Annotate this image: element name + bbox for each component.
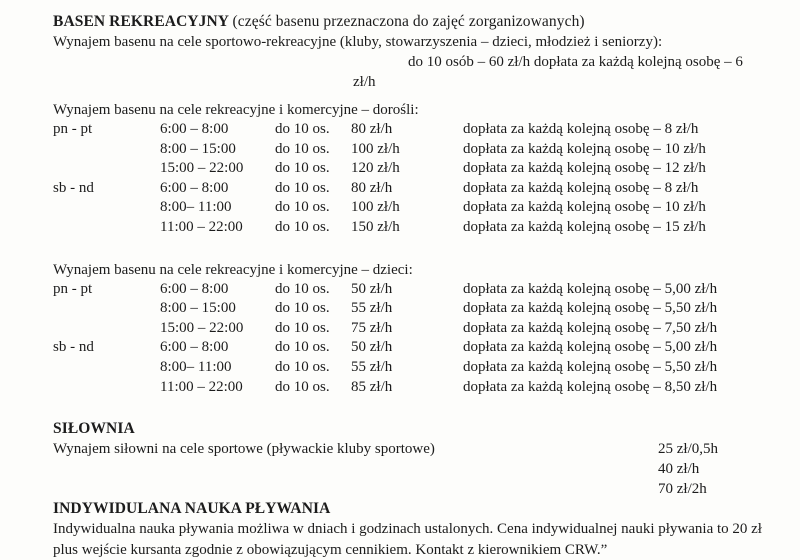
cell-capacity: do 10 os. <box>275 140 330 157</box>
cell-capacity: do 10 os. <box>275 160 330 177</box>
cell-days: pn - pt <box>53 280 93 297</box>
cell-surcharge: dopłata za każdą kolejną osobę – 15 zł/h <box>463 218 706 235</box>
pool-heading-note: (część basenu przeznaczona do zajęć zorganizowanych) <box>232 13 585 30</box>
cell-days <box>53 319 160 339</box>
pool-intro-text: Wynajem basenu na cele sportowo-rekreacyjne (kluby, stowarzyszenia – dzieci, młodzież i seniorzy): <box>53 34 663 50</box>
children-rate-table <box>53 280 788 398</box>
table-row <box>53 280 788 300</box>
cell-hours: 6:00 – 8:00 <box>160 121 229 137</box>
cell-days <box>53 198 160 218</box>
gym-price-item: 70 zł/2h <box>658 481 707 498</box>
table-row <box>53 218 788 238</box>
cell-days: sb - nd <box>53 179 94 196</box>
cell-capacity: do 10 os. <box>275 121 330 137</box>
cell-hours: 6:00 – 8:00 <box>160 280 229 297</box>
cell-price: 80 zł/h <box>351 121 393 137</box>
cell-capacity: do 10 os. <box>275 339 330 356</box>
adults-subheading: Wynajem basenu na cele rekreacyjne i komercyjne – dorośli: <box>53 102 419 118</box>
cell-price: 80 zł/h <box>351 179 393 196</box>
cell-surcharge: dopłata za każdą kolejną osobę – 12 zł/h <box>463 160 706 177</box>
spacer <box>53 238 788 260</box>
document-content <box>53 12 788 560</box>
cell-days: sb - nd <box>53 339 94 356</box>
spacer <box>53 92 788 100</box>
gym-rates-block <box>53 439 788 498</box>
cell-price: 100 zł/h <box>351 199 400 216</box>
cell-days <box>53 358 160 378</box>
table-row <box>53 358 788 378</box>
table-row <box>53 338 788 358</box>
cell-days: pn - pt <box>53 121 93 137</box>
children-subheading: Wynajem basenu na cele rekreacyjne i komercyjne – dzieci: <box>53 261 413 278</box>
table-row <box>53 378 788 398</box>
cell-capacity: do 10 os. <box>275 199 330 216</box>
cell-price: 85 zł/h <box>351 378 393 395</box>
section-heading-lessons: INDYWIDULANA NAUKA PŁYWANIA <box>53 500 331 518</box>
cell-hours: 8:00 – 15:00 <box>160 140 236 157</box>
cell-capacity: do 10 os. <box>275 319 330 336</box>
cell-days <box>53 159 160 179</box>
cell-price: 100 zł/h <box>351 140 400 157</box>
cell-capacity: do 10 os. <box>275 218 330 235</box>
cell-surcharge: dopłata za każdą kolejną osobę – 8 zł/h <box>463 121 699 137</box>
section-heading-pool <box>53 12 788 32</box>
cell-surcharge: dopłata za każdą kolejną osobę – 10 zł/h <box>463 140 706 157</box>
cell-capacity: do 10 os. <box>275 378 330 395</box>
cell-days <box>53 140 160 160</box>
table-row <box>53 159 788 179</box>
cell-capacity: do 10 os. <box>275 300 330 317</box>
pool-heading-text: BASEN REKREACYJNY <box>53 13 229 30</box>
cell-hours: 15:00 – 22:00 <box>160 160 244 177</box>
cell-price: 50 zł/h <box>351 339 393 356</box>
table-row <box>53 140 788 160</box>
pool-intro-price-line-1: do 10 osób – 60 zł/h dopłata za każdą kolejną osobę – 6 <box>408 54 743 70</box>
spacer <box>53 397 788 419</box>
pool-intro-price-line-2: zł/h <box>353 74 376 90</box>
children-rate-table-body <box>53 280 788 398</box>
adults-rate-table-body <box>53 120 788 238</box>
cell-price: 150 zł/h <box>351 218 400 235</box>
table-row <box>53 299 788 319</box>
gym-price-item: 25 zł/0,5h <box>658 441 718 458</box>
cell-hours: 8:00– 11:00 <box>160 358 232 375</box>
table-row <box>53 179 788 199</box>
cell-surcharge: dopłata za każdą kolejną osobę – 5,00 zł/h <box>463 280 718 297</box>
adults-rate-table <box>53 120 788 238</box>
cell-hours: 11:00 – 22:00 <box>160 218 243 235</box>
cell-surcharge: dopłata za każdą kolejną osobę – 7,50 zł/h <box>463 319 718 336</box>
section-heading-gym: SIŁOWNIA <box>53 420 135 438</box>
cell-surcharge: dopłata za każdą kolejną osobę – 8 zł/h <box>463 179 699 196</box>
cell-hours: 15:00 – 22:00 <box>160 319 244 336</box>
cell-days <box>53 218 160 238</box>
cell-hours: 8:00 – 15:00 <box>160 300 236 317</box>
cell-surcharge: dopłata za każdą kolejną osobę – 8,50 zł/h <box>463 378 718 395</box>
gym-price-list <box>658 439 718 499</box>
cell-surcharge: dopłata za każdą kolejną osobę – 5,00 zł/h <box>463 339 718 356</box>
cell-price: 55 zł/h <box>351 358 393 375</box>
lessons-body-text: Indywidualna nauka pływania możliwa w dniach i godzinach ustalonych. Cena indywidualnej nauki pływania to 20 zł plus wejście kursanta zgodnie z obowiązującym cennikiem. Kontakt z kierownikiem CRW.” <box>53 521 762 558</box>
gym-description: Wynajem siłowni na cele sportowe (pływackie kluby sportowe) <box>53 441 435 458</box>
cell-days <box>53 299 160 319</box>
cell-capacity: do 10 os. <box>275 358 330 375</box>
cell-capacity: do 10 os. <box>275 179 330 196</box>
gym-price-item: 40 zł/h <box>658 461 700 478</box>
cell-days <box>53 378 160 398</box>
cell-price: 75 zł/h <box>351 319 393 336</box>
table-row <box>53 198 788 218</box>
cell-hours: 6:00 – 8:00 <box>160 339 229 356</box>
cell-price: 120 zł/h <box>351 160 400 177</box>
cell-capacity: do 10 os. <box>275 280 330 297</box>
cell-hours: 11:00 – 22:00 <box>160 378 243 395</box>
cell-price: 55 zł/h <box>351 300 393 317</box>
cell-surcharge: dopłata za każdą kolejną osobę – 10 zł/h <box>463 199 706 216</box>
table-row <box>53 120 788 140</box>
cell-price: 50 zł/h <box>351 280 393 297</box>
cell-surcharge: dopłata za każdą kolejną osobę – 5,50 zł/h <box>463 358 718 375</box>
table-row <box>53 319 788 339</box>
cell-hours: 8:00– 11:00 <box>160 199 232 216</box>
cell-hours: 6:00 – 8:00 <box>160 179 229 196</box>
cell-surcharge: dopłata za każdą kolejną osobę – 5,50 zł/h <box>463 300 718 317</box>
